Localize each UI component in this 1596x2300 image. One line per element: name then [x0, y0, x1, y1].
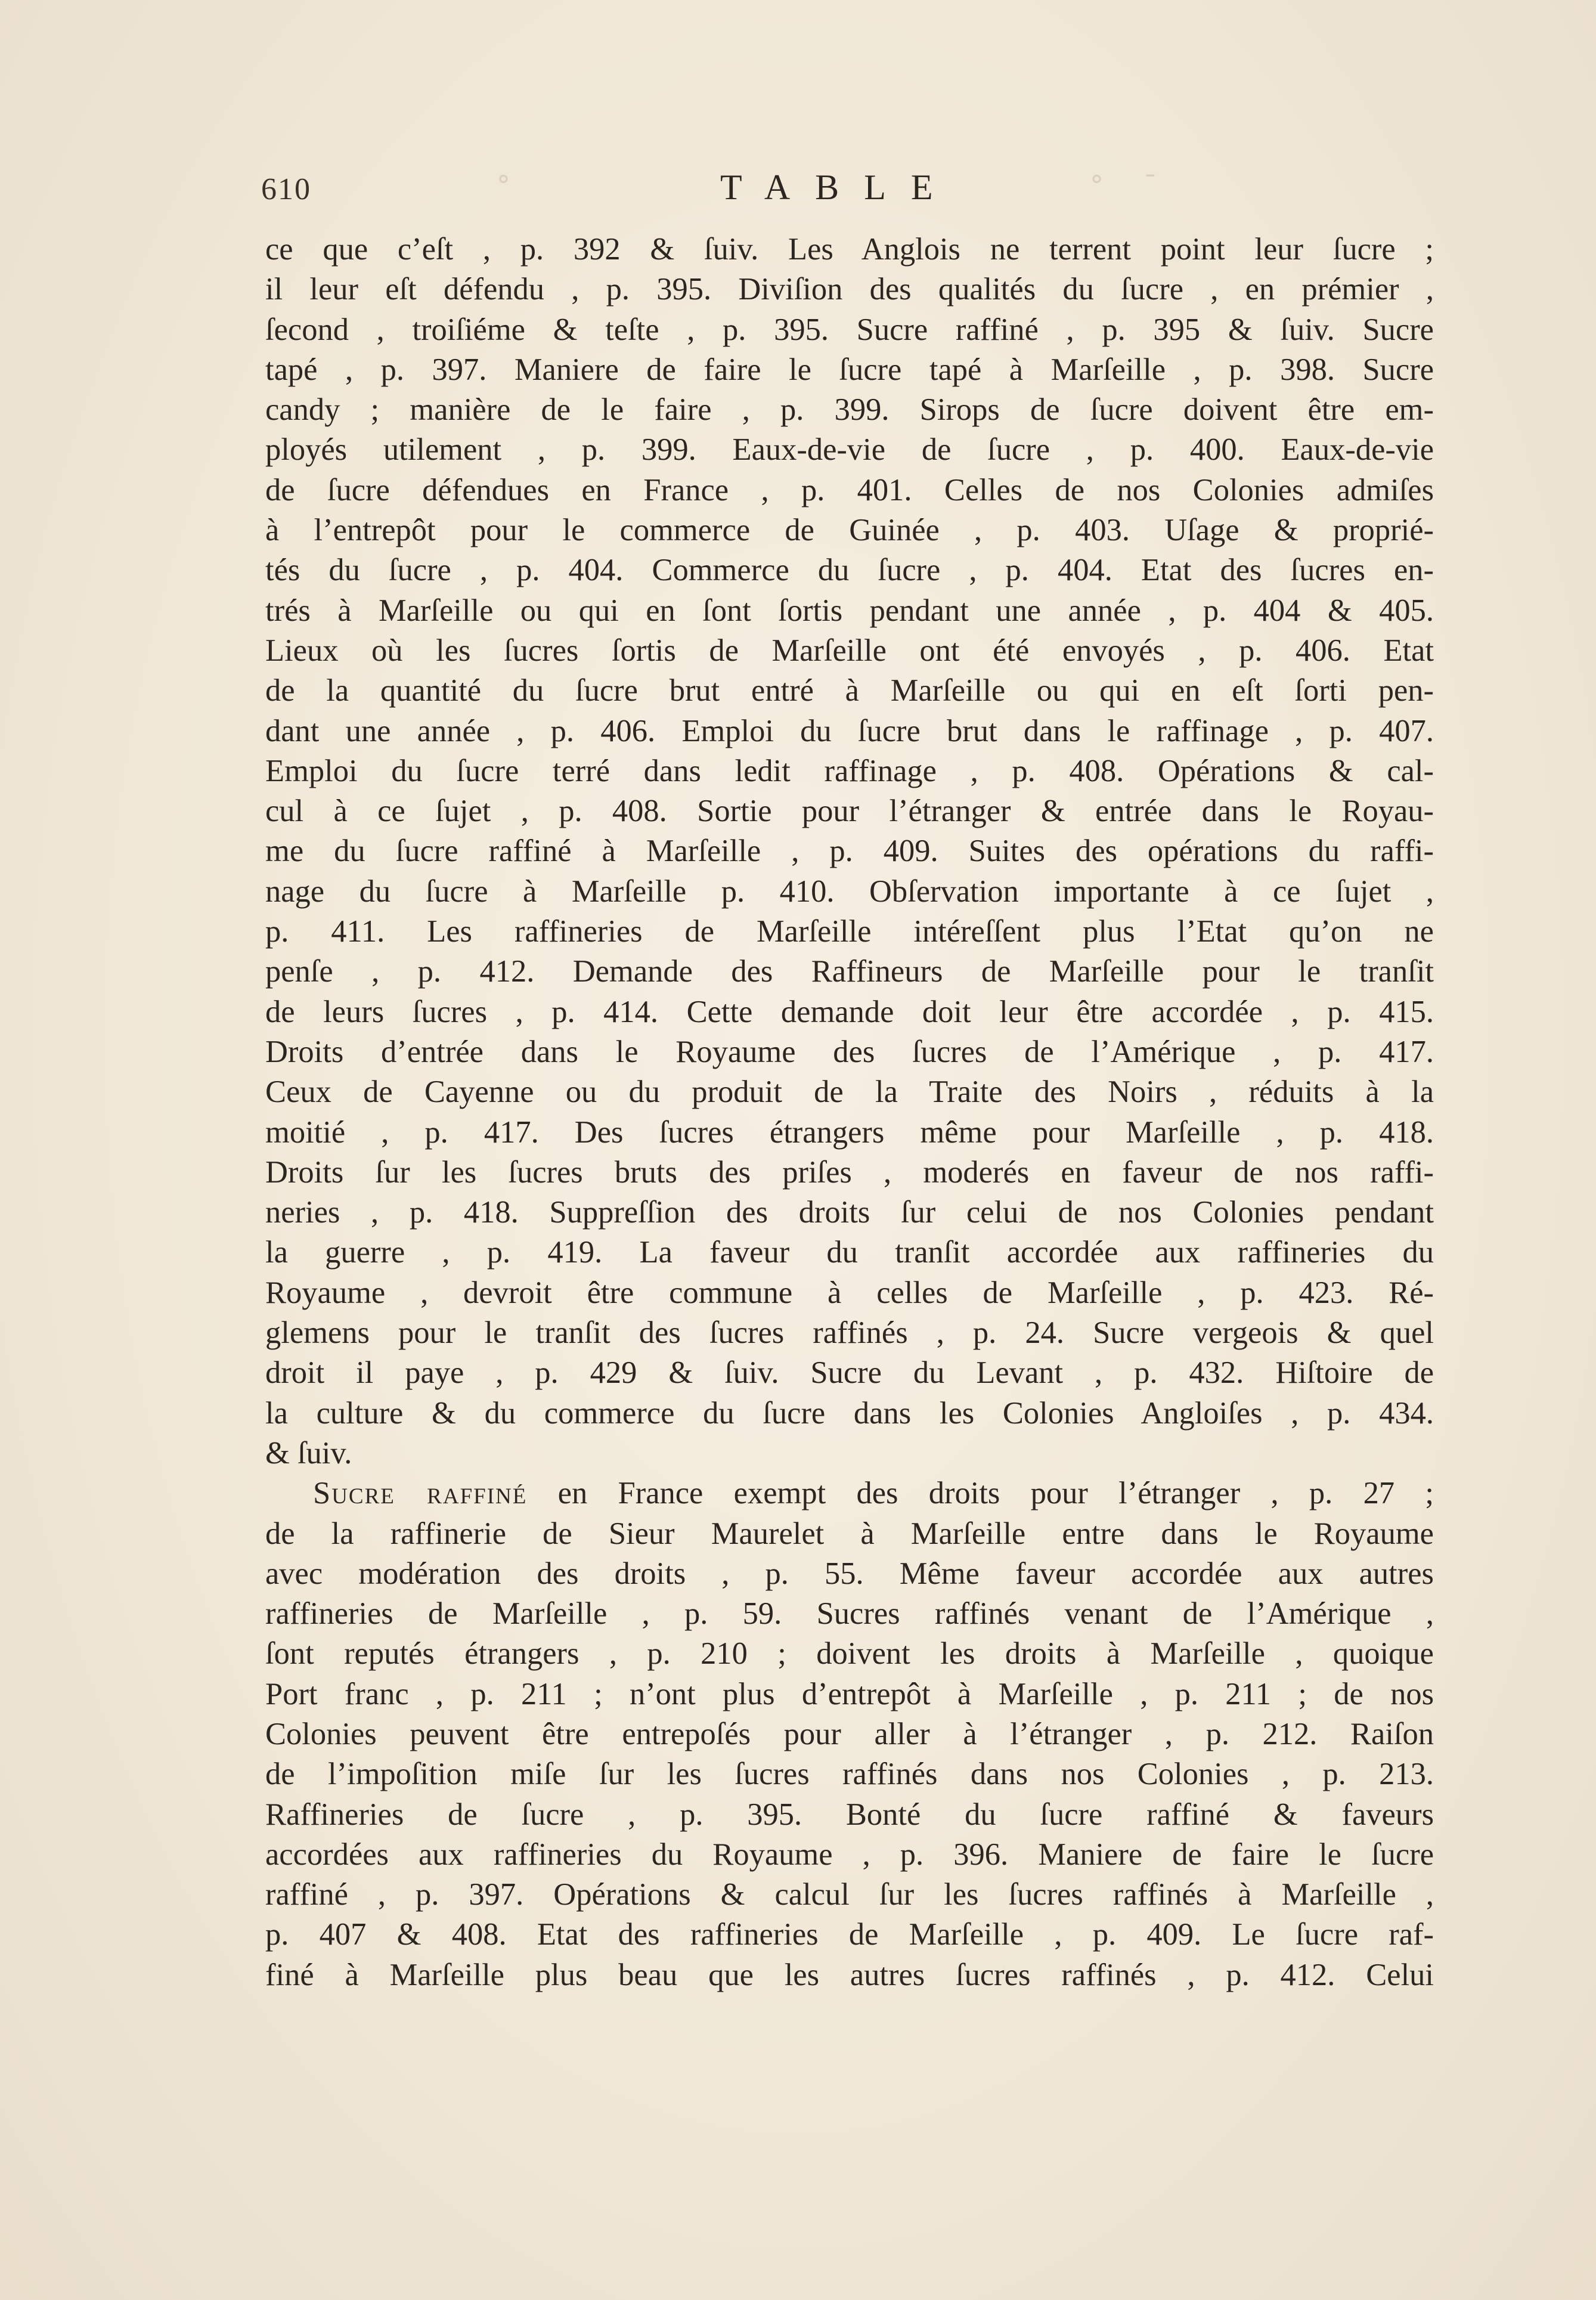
text-line: Ceux de Cayenne ou du produit de la Traite des Noirs , réduits à la [265, 1075, 1434, 1110]
bleed-through-mark: ¯ [1143, 169, 1157, 202]
text-line: cul à ce ſujet , p. 408. Sortie pour l’étranger & entrée dans le Royau- [265, 794, 1434, 829]
text-line: trés à Marſeille ou qui en ſont ſortis pendant une année , p. 404 & 405. [265, 593, 1434, 628]
text-line: tés du ſucre , p. 404. Commerce du ſucre , p. 404. Etat des ſucres en- [265, 553, 1434, 588]
text-line: Raffineries de ſucre , p. 395. Bonté du ſucre raffiné & faveurs [265, 1797, 1434, 1832]
text-line: p. 411. Les raffineries de Marſeille intéreſſent plus l’Etat qu’on ne [265, 914, 1434, 949]
index-text [265, 230, 1434, 1995]
text-line: de la quantité du ſucre brut entré à Marſeille ou qui en eſt ſorti pen- [265, 673, 1434, 708]
text-line: ployés utilement , p. 399. Eaux-de-vie de ſucre , p. 400. Eaux-de-vie [265, 432, 1434, 468]
text-line: Lieux où les ſucres ſortis de Marſeille ont été envoyés , p. 406. Etat [265, 633, 1434, 668]
text-line: raffiné , p. 397. Opérations & calcul ſur les ſucres raffinés à Marſeille , [265, 1877, 1434, 1912]
text-line: moitié , p. 417. Des ſucres étrangers même pour Marſeille , p. 418. [265, 1115, 1434, 1150]
text-line: droit il paye , p. 429 & ſuiv. Sucre du Levant , p. 432. Hiſtoire de [265, 1355, 1434, 1391]
text-line: ſecond , troiſiéme & teſte , p. 395. Sucre raffiné , p. 395 & ſuiv. Sucre [265, 312, 1434, 347]
entry-heading: Sucre raffiné [313, 1476, 528, 1511]
text-line: à l’entrepôt pour le commerce de Guinée , p. 403. Uſage & proprié- [265, 513, 1434, 548]
text-line: de la raffinerie de Sieur Maurelet à Marſeille entre dans le Royaume [265, 1516, 1434, 1551]
bleed-through-mark: ° [497, 169, 510, 202]
text-line: p. 407 & 408. Etat des raffineries de Marſeille , p. 409. Le ſucre raf- [265, 1917, 1434, 1952]
bleed-through-mark: ° [1090, 169, 1104, 202]
text-line: penſe , p. 412. Demande des Raffineurs de Marſeille pour le tranſit [265, 954, 1434, 989]
entry-text: en France exempt des droits pour l’étranger , p. 27 ; [527, 1476, 1434, 1511]
text-line: glemens pour le tranſit des ſucres raffinés , p. 24. Sucre vergeois & quel [265, 1315, 1434, 1351]
text-line: tapé , p. 397. Maniere de faire le ſucre tapé à Marſeille , p. 398. Sucre [265, 352, 1434, 387]
text-line: Colonies peuvent être entrepoſés pour aller à l’étranger , p. 212. Raiſon [265, 1716, 1434, 1751]
text-line: Port franc , p. 211 ; n’ont plus d’entrepôt à Marſeille , p. 211 ; de nos [265, 1676, 1434, 1711]
text-line: de ſucre défendues en France , p. 401. Celles de nos Colonies admiſes [265, 472, 1434, 507]
text-line: la guerre , p. 419. La faveur du tranſit accordée aux raffineries du [265, 1235, 1434, 1270]
page-header [261, 167, 1227, 215]
text-line: dant une année , p. 406. Emploi du ſucre brut dans le raffinage , p. 407. [265, 713, 1434, 748]
text-line: de l’impoſition miſe ſur les ſucres raffinés dans nos Colonies , p. 213. [265, 1757, 1434, 1792]
text-line: Droits d’entrée dans le Royaume des ſucres de l’Amérique , p. 417. [265, 1034, 1434, 1069]
page-number: 610 [261, 172, 311, 206]
text-line: Droits ſur les ſucres bruts des priſes , moderés en faveur de nos raffi- [265, 1154, 1434, 1190]
text-line: ce que c’eſt , p. 392 & ſuiv. Les Anglois ne terrent point leur ſucre ; [265, 232, 1434, 267]
text-line: avec modération des droits , p. 55. Même faveur accordée aux autres [265, 1556, 1434, 1591]
text-line: Royaume , devroit être commune à celles de Marſeille , p. 423. Ré- [265, 1275, 1434, 1310]
text-line: accordées aux raffineries du Royaume , p. 396. Maniere de faire le ſucre [265, 1837, 1434, 1872]
text-line: nage du ſucre à Marſeille p. 410. Obſervation importante à ce ſujet , [265, 874, 1434, 909]
text-line: finé à Marſeille plus beau que les autres ſucres raffinés , p. 412. Celui [265, 1957, 1434, 1992]
text-line: me du ſucre raffiné à Marſeille , p. 409. Suites des opérations du raffi- [265, 834, 1434, 869]
text-line: il leur eſt défendu , p. 395. Diviſion des qualités du ſucre , en prémier , [265, 272, 1434, 307]
text-line: ſont reputés étrangers , p. 210 ; doivent les droits à Marſeille , quoique [265, 1636, 1434, 1671]
text-line: & ſuiv. [265, 1435, 352, 1471]
text-line: raffineries de Marſeille , p. 59. Sucres raffinés venant de l’Amérique , [265, 1596, 1434, 1632]
entry-first-line [265, 1474, 1434, 1513]
running-title: TABLE [720, 168, 958, 207]
text-line: neries , p. 418. Suppreſſion des droits ſur celui de nos Colonies pendant [265, 1195, 1434, 1230]
text-line: la culture & du commerce du ſucre dans les Colonies Angloiſes , p. 434. [265, 1395, 1434, 1431]
text-line: candy ; manière de le faire , p. 399. Sirops de ſucre doivent être em- [265, 392, 1434, 428]
text-line: de leurs ſucres , p. 414. Cette demande doit leur être accordée , p. 415. [265, 994, 1434, 1029]
text-line: Emploi du ſucre terré dans ledit raffinage , p. 408. Opérations & cal- [265, 753, 1434, 788]
